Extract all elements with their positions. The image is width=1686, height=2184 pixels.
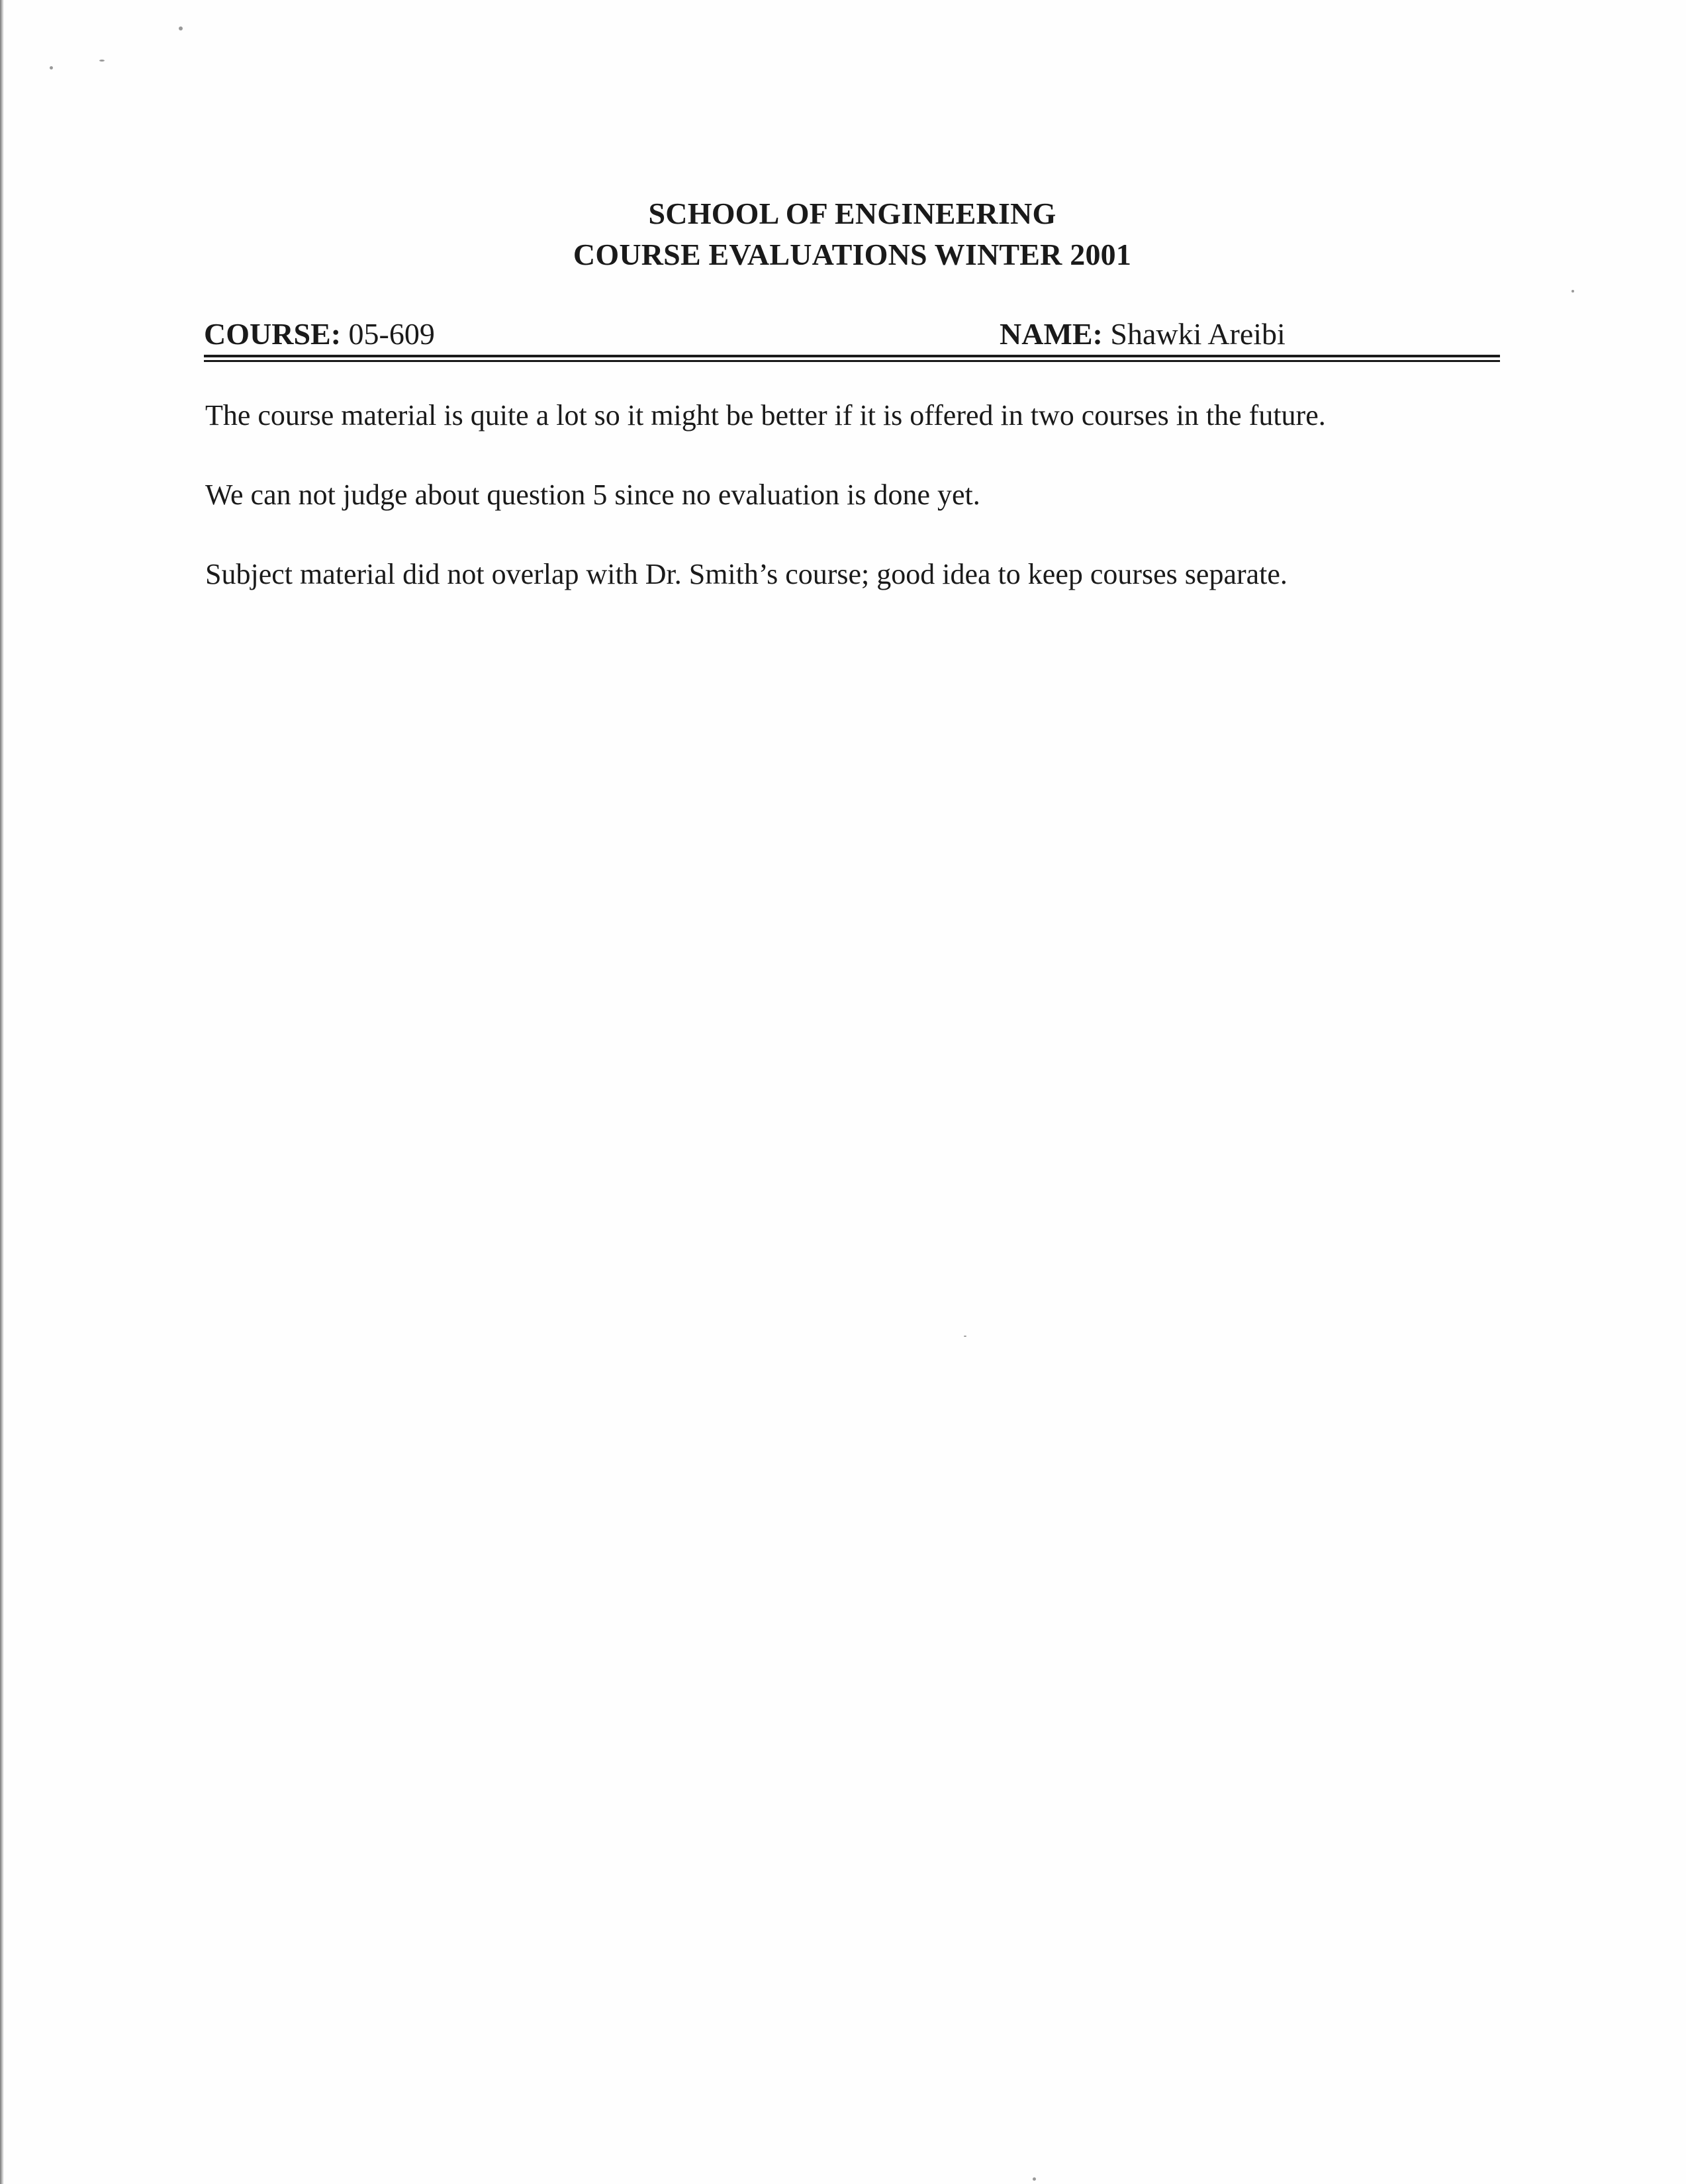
comment-item: Subject material did not overlap with Dr. Smith’s course; good idea to keep courses separate.: [205, 558, 1288, 590]
name-label: NAME:: [1000, 317, 1103, 351]
document-title: [0, 193, 1686, 275]
scan-left-edge: [0, 0, 4, 2184]
scan-speck: [1033, 2177, 1036, 2181]
scan-speck: [99, 60, 105, 62]
course-label: COURSE:: [204, 317, 342, 351]
scan-speck: [964, 1336, 966, 1337]
course-info-row: [204, 314, 1500, 355]
comment-item: The course material is quite a lot so it might be better if it is offered in two courses in the future.: [205, 399, 1326, 432]
comments-section: [205, 397, 1503, 635]
name-field: [1000, 314, 1286, 355]
course-field: [204, 314, 435, 355]
scan-speck: [50, 66, 53, 69]
scan-speck: [1571, 290, 1574, 293]
header-divider-top: [204, 355, 1500, 357]
title-school: SCHOOL OF ENGINEERING: [648, 197, 1056, 230]
course-value: 05-609: [348, 317, 435, 351]
comment-item: We can not judge about question 5 since no evaluation is done yet.: [205, 478, 980, 511]
name-value: Shawki Areibi: [1110, 317, 1286, 351]
header-divider-bottom: [204, 360, 1500, 362]
scan-speck: [179, 26, 183, 30]
title-evaluations: COURSE EVALUATIONS WINTER 2001: [573, 238, 1132, 271]
